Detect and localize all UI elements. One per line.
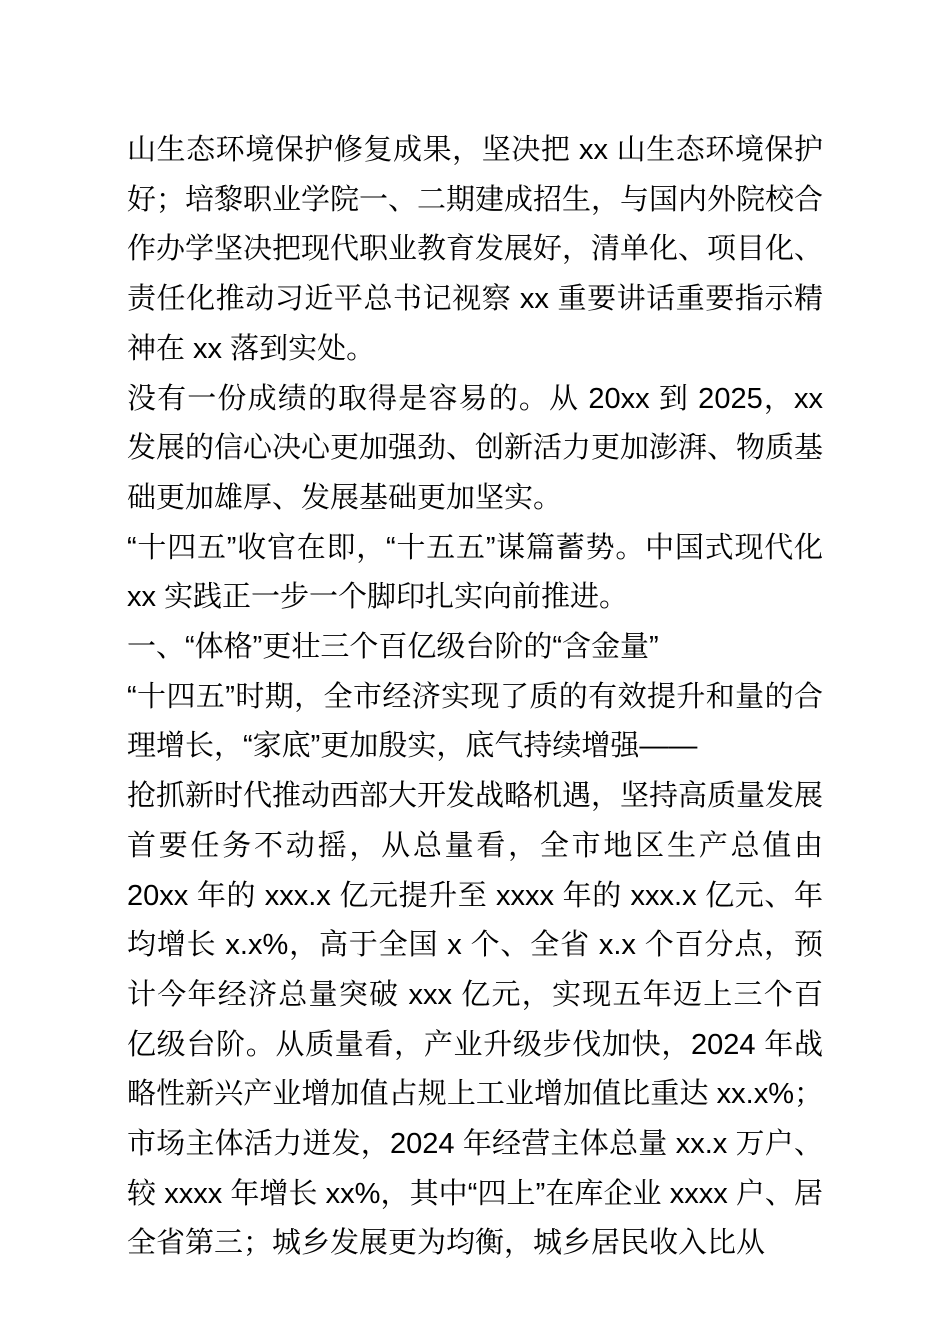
paragraph: “十四五”时期，全市经济实现了质的有效提升和量的合理增长，“家底”更加殷实，底气持续增强—— [127,680,823,763]
paragraph: 抢抓新时代推动西部大开发战略机遇，坚持高质量发展首要任务不动摇，从总量看，全市地区生产总值由 20xx 年的 xxx.x 亿元提升至 xxxx 年的 xxx.x 亿元、年均增长 x.x%，高于全国 x 个、全省 x.x 个百分点，预计今年经济总量突破 xxx 亿元，实现五年迈上三个百亿级台阶。从质量看，产业升级步伐加快，2024 年战略性新兴产业增加值占规上工业增加值比重达 xx.x%；市场主体活力迸发，2024 年经营主体总量 xx.x 万户、较 xxxx 年增长 xx%，其中“四上”在库企业 xxxx 户、居全省第三；城乡发展更为均衡，城乡居民收入比从 [127,780,824,1260]
paragraph: 没有一份成绩的取得是容易的。从 20xx 到 2025，xx 发展的信心决心更加强劲、创新活力更加澎湃、物质基础更加雄厚、发展基础更加坚实。 [127,382,824,514]
paragraph-continuation: 山生态环境保护修复成果，坚决把 xx 山生态环境保护好；培黎职业学院一、二期建成招生，与国内外院校合作办学坚决把现代职业教育发展好，清单化、项目化、责任化推动习近平总书记视察 xx 重要讲话重要指示精神在 xx 落到实处。 [127,134,824,365]
section-heading: 一、“体格”更壮三个百亿级台阶的“含金量” [127,631,659,664]
paragraph: “十四五”收官在即，“十五五”谋篇蓄势。中国式现代化 xx 实践正一步一个脚印扎实向前推进。 [127,531,823,614]
